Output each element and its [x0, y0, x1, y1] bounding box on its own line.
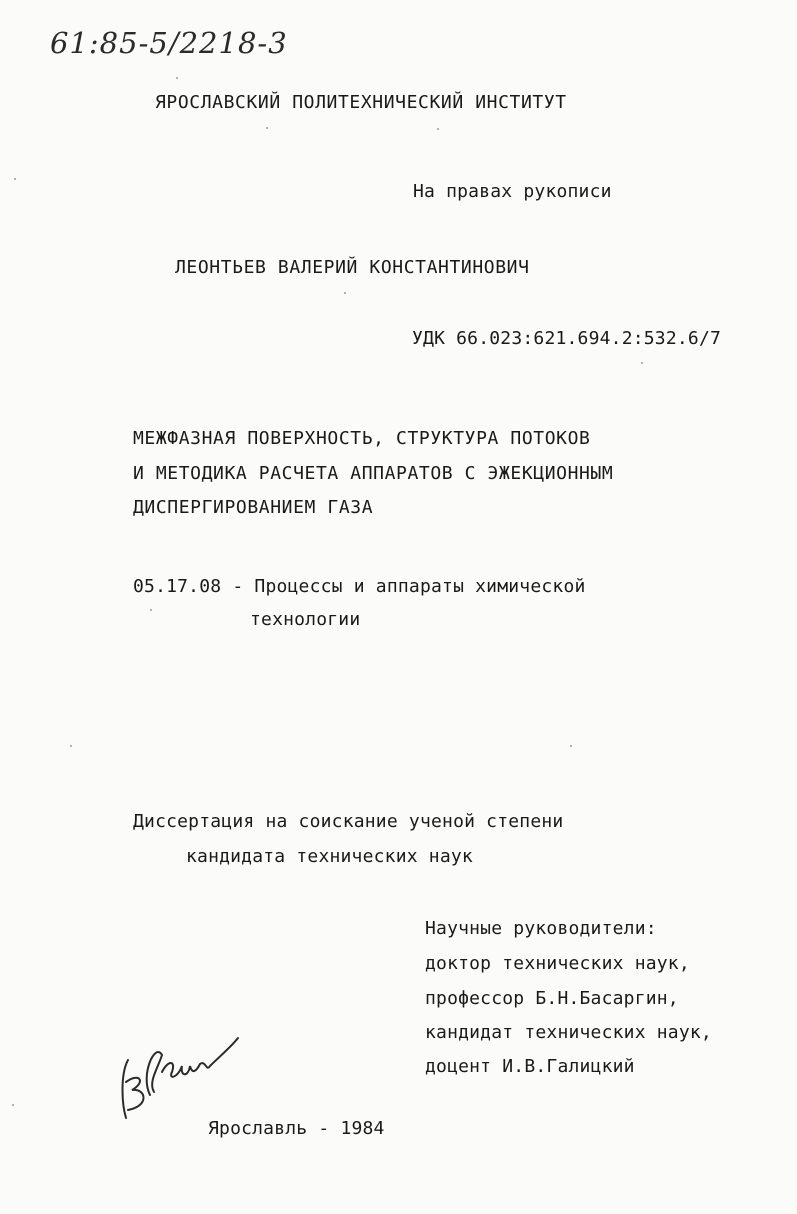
dissertation-degree-line-1: Диссертация на соискание ученой степени	[133, 811, 564, 832]
scan-speck	[150, 609, 152, 611]
thesis-title-line-2: И МЕТОДИКА РАСЧЕТА АППАРАТОВ С ЭЖЕКЦИОННЫМ	[133, 463, 614, 484]
supervisors-heading: Научные руководители:	[425, 918, 657, 939]
scan-speck	[70, 745, 72, 747]
supervisor-line: кандидат технических наук,	[425, 1022, 712, 1043]
supervisor-line: доктор технических наук,	[425, 953, 690, 974]
udc-code: УДК 66.023:621.694.2:532.6/7	[412, 328, 722, 349]
place-and-year: Ярославль - 1984	[208, 1118, 385, 1139]
supervisor-line: доцент И.В.Галицкий	[425, 1056, 635, 1077]
scan-speck	[266, 127, 268, 129]
scan-speck	[12, 1104, 14, 1106]
scan-speck	[14, 178, 16, 180]
scan-speck	[344, 292, 346, 294]
dissertation-degree-line-2: кандидата технических наук	[186, 846, 473, 867]
specialty-code-line: 05.17.08 - Процессы и аппараты химической	[133, 576, 586, 597]
scan-speck	[176, 77, 178, 79]
thesis-title-line-1: МЕЖФАЗНАЯ ПОВЕРХНОСТЬ, СТРУКТУРА ПОТОКОВ	[133, 428, 591, 449]
manuscript-rights-note: На правах рукописи	[413, 181, 612, 202]
institute-name: ЯРОСЛАВСКИЙ ПОЛИТЕХНИЧЕСКИЙ ИНСТИТУТ	[155, 92, 567, 113]
thesis-title-line-3: ДИСПЕРГИРОВАНИЕМ ГАЗА	[133, 497, 374, 518]
supervisor-line: профессор Б.Н.Басаргин,	[425, 988, 679, 1009]
scan-speck	[641, 362, 643, 364]
archive-mark: 61:85-5/2218-3	[50, 26, 288, 60]
author-signature	[110, 1020, 250, 1125]
author-name: ЛЕОНТЬЕВ ВАЛЕРИЙ КОНСТАНТИНОВИЧ	[175, 257, 530, 278]
scan-speck	[570, 745, 572, 747]
scan-speck	[437, 128, 439, 130]
specialty-continuation: технологии	[250, 609, 361, 630]
